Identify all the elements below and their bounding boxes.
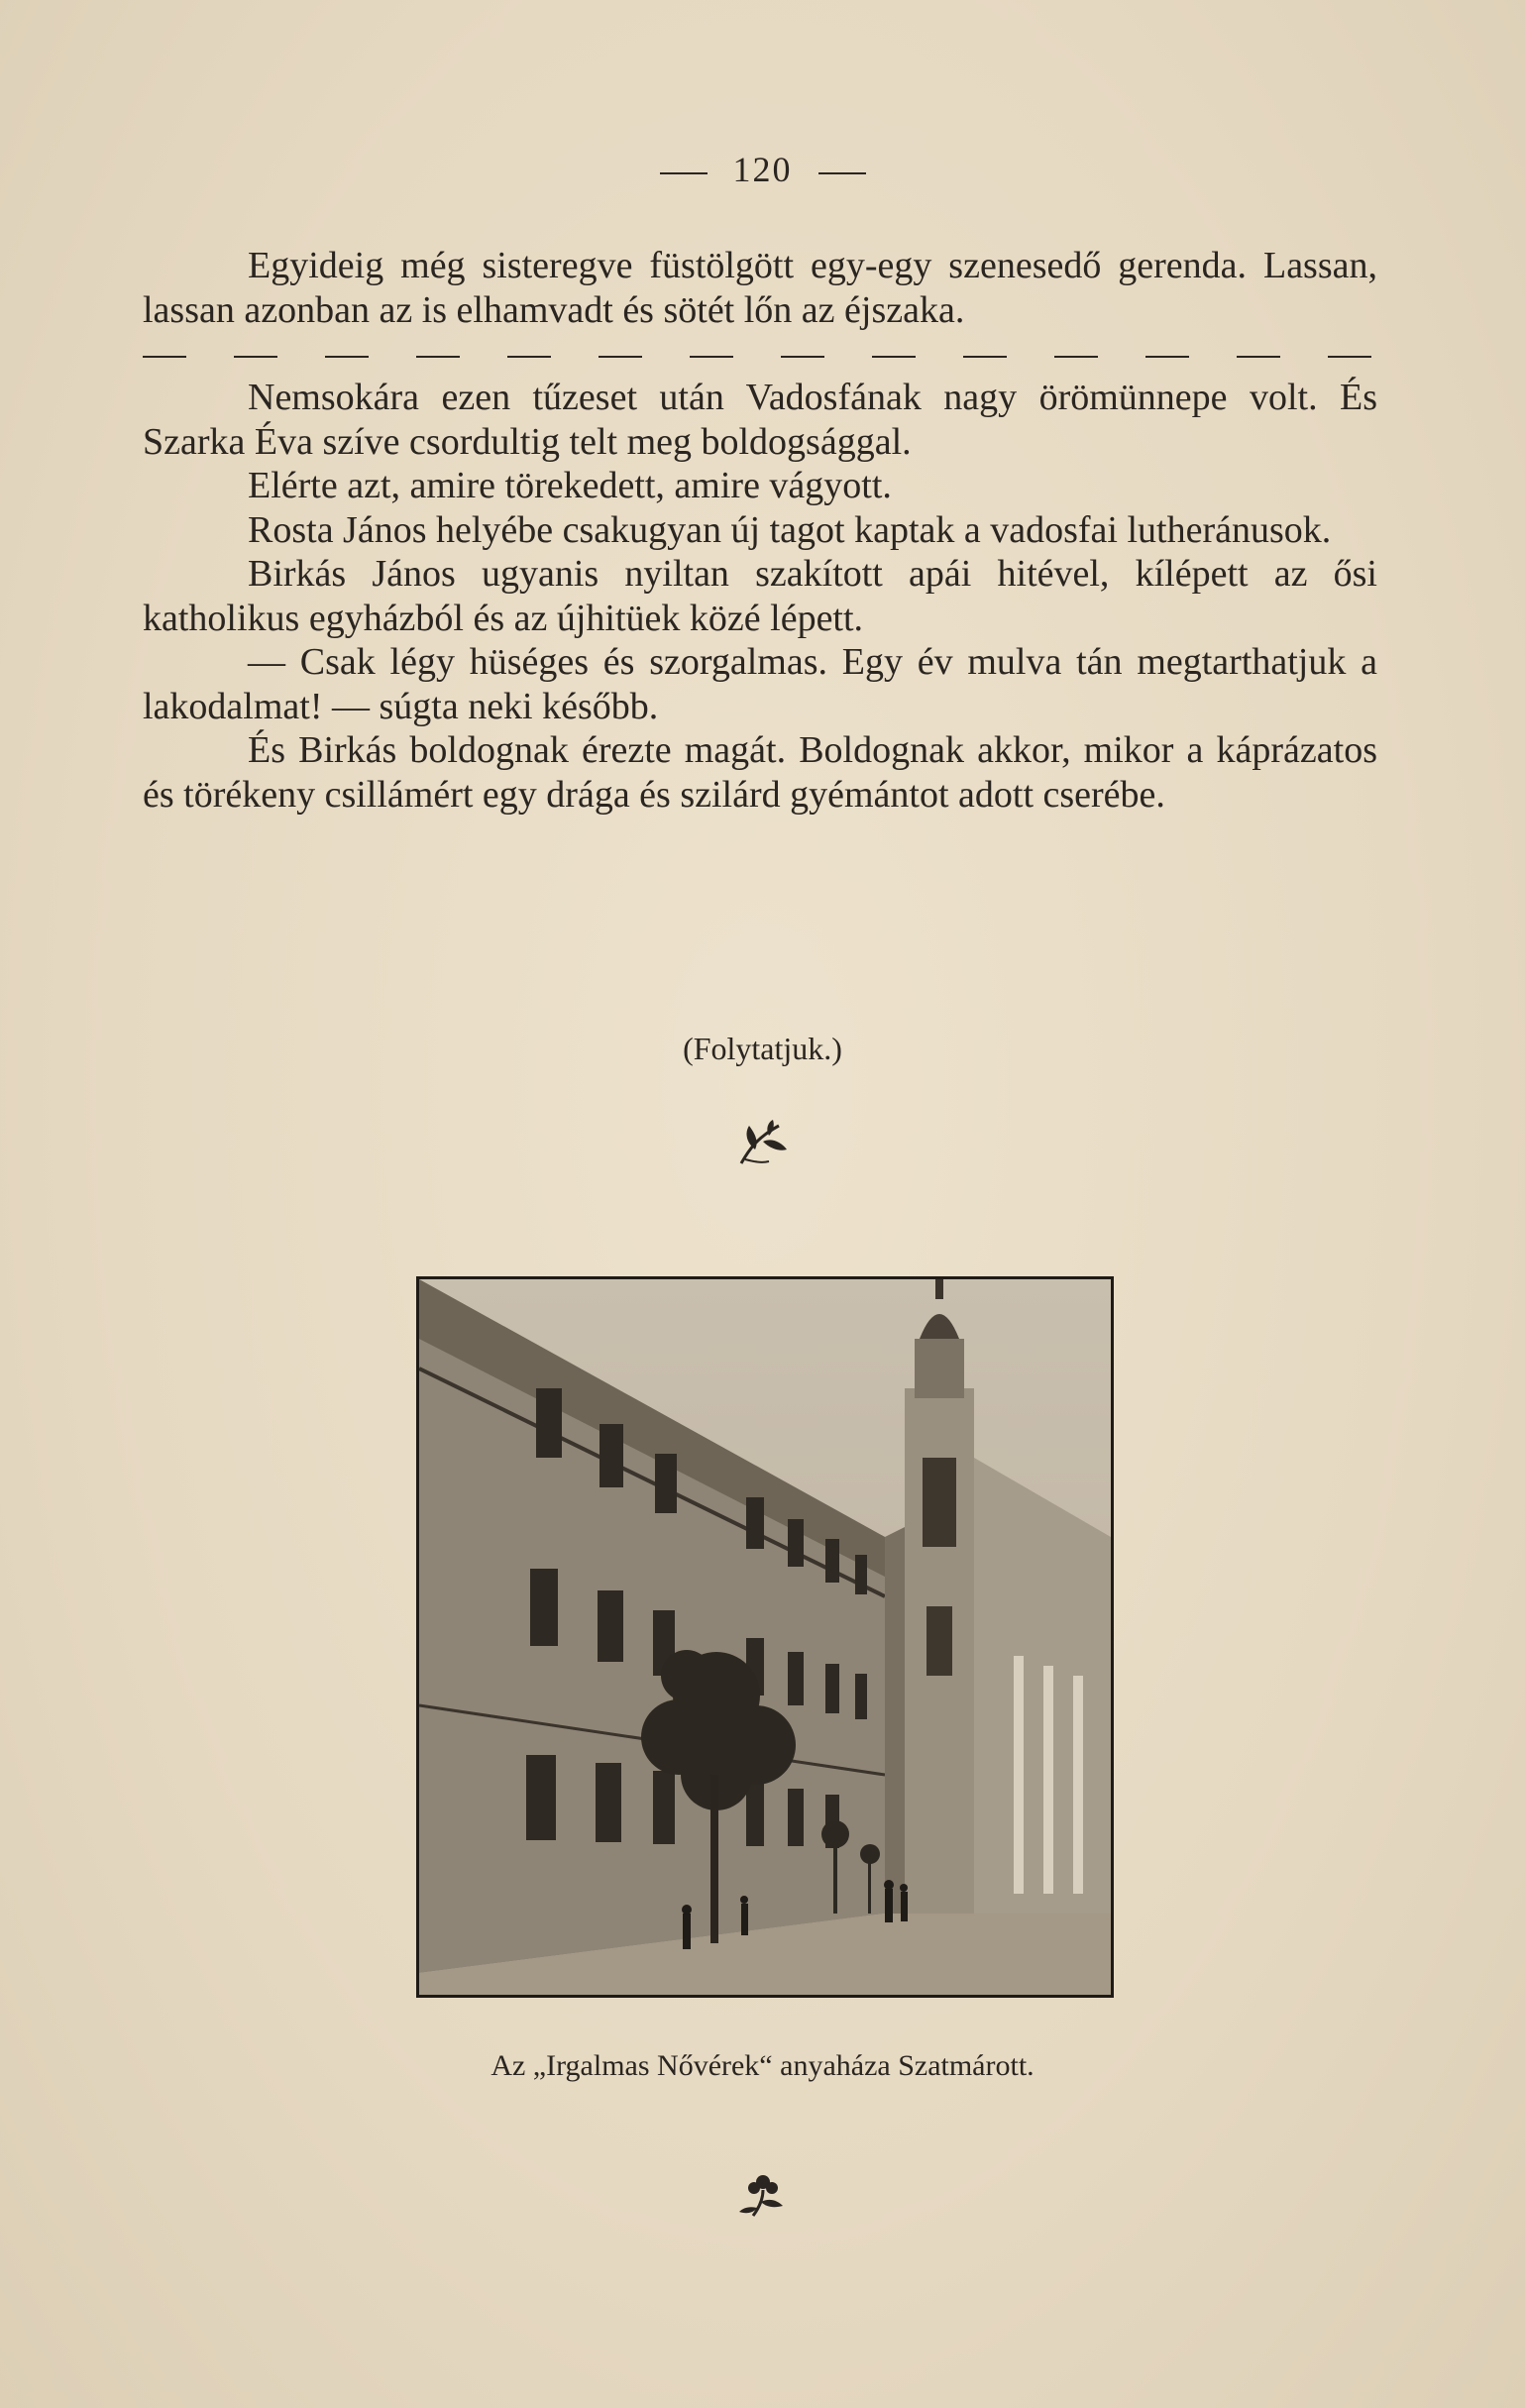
paragraph-6: — Csak légy hüséges és szorgalmas. Egy év mulva tán megtarthatjuk a lakodalmat! — súgta neki később.	[143, 641, 1377, 727]
body-text	[143, 244, 1377, 817]
page-number-text: 120	[732, 150, 793, 189]
page-number-dash-right	[818, 172, 866, 174]
paragraph-5: Birkás János ugyanis nyiltan szakított apái hitével, kílépett az ősi katholikus egyházból és az újhitüek közé lépett.	[143, 553, 1377, 639]
paragraph-1: Egyideig még sisteregve füstölgött egy-egy szenesedő gerenda. Lassan, lassan azonban az is elhamvadt és sötét lőn az éjszaka.	[143, 245, 1377, 331]
paragraph-7: És Birkás boldognak érezte magát. Boldognak akkor, mikor a káprázatos és törékeny csillámért egy drága és szilárd gyémántot adott cserébe.	[143, 729, 1377, 816]
leaf-ornament-icon	[735, 1120, 791, 1169]
paragraph-4: Rosta János helyébe csakugyan új tagot kaptak a vadosfai lutheránusok.	[248, 508, 1332, 551]
continued-note: (Folytatjuk.)	[683, 1031, 842, 1066]
flower-ornament-icon	[735, 2168, 791, 2224]
page-number-dash-left	[660, 172, 708, 174]
page-number	[0, 149, 1525, 190]
photo-caption: Az „Irgalmas Nővérek“ anyaháza Szatmárott.	[490, 2049, 1035, 2082]
section-divider	[143, 332, 1377, 376]
photograph-convent-building	[416, 1276, 1114, 1998]
convent-illustration	[419, 1279, 1111, 1995]
paragraph-2: Nemsokára ezen tűzeset után Vadosfának nagy örömünnepe volt. És Szarka Éva szíve csordultig telt meg boldogsággal.	[143, 377, 1377, 463]
paragraph-3: Elérte azt, amire törekedett, amire vágyott.	[248, 465, 892, 506]
